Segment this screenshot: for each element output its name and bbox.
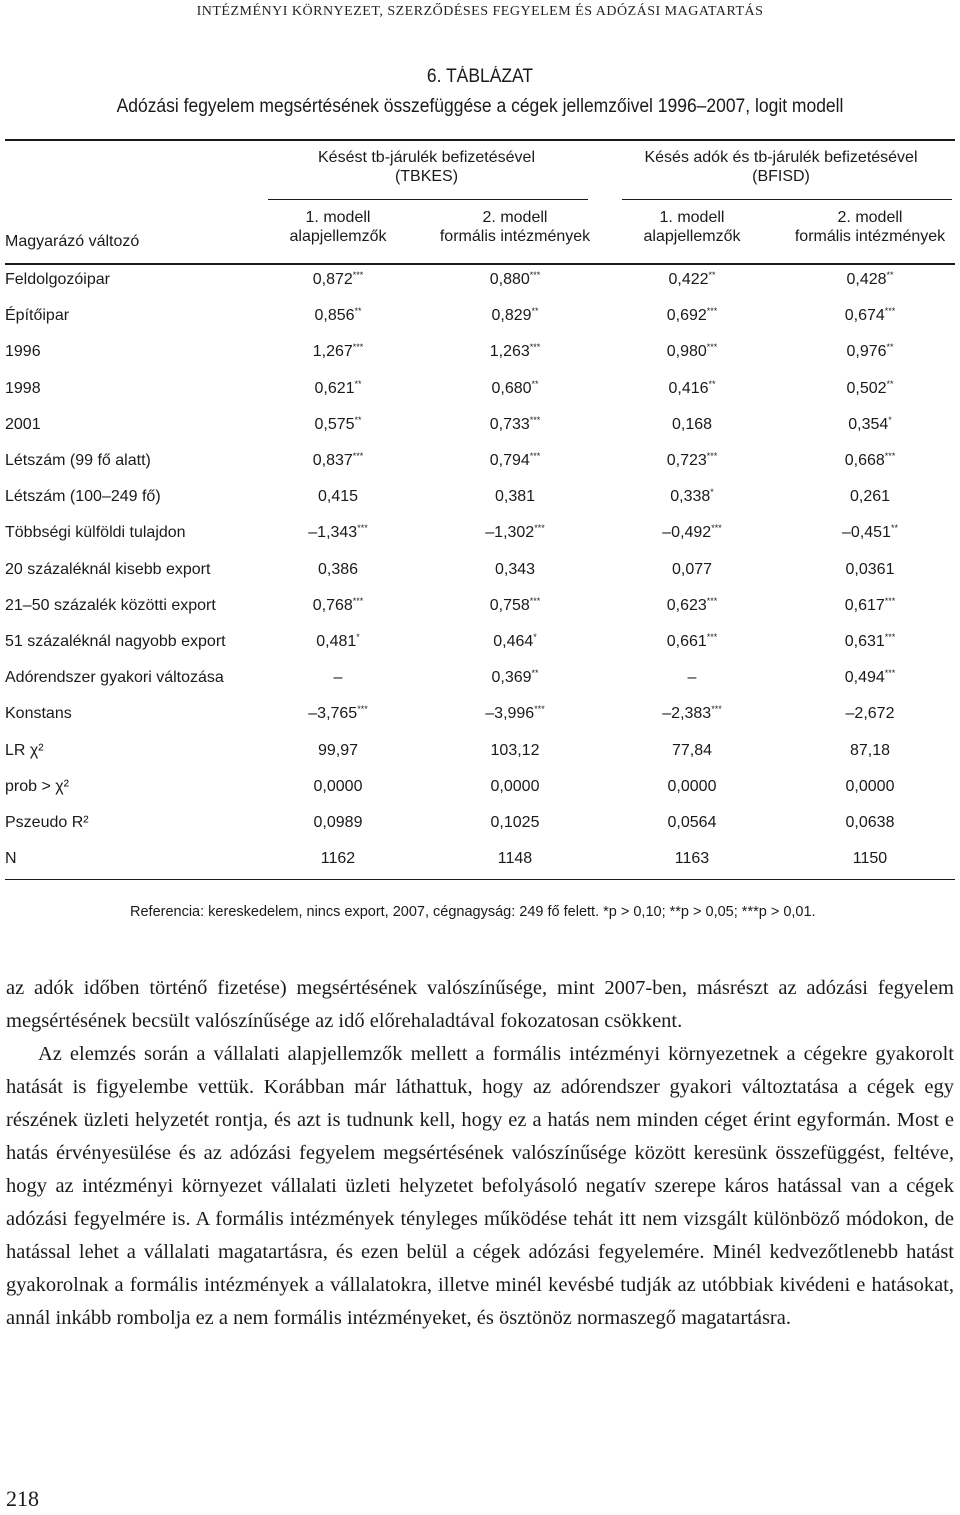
row-label: 1998 xyxy=(5,379,41,397)
table-row xyxy=(0,842,960,878)
table-footnote: Referencia: kereskedelem, nincs export, 2007, cégnagyság: 249 fő felett. *p > 0,10; **p > 0,05; ***p > 0,01. xyxy=(130,904,816,920)
coefficient-value: 0,674 xyxy=(844,307,885,325)
coefficient-value: 0,794 xyxy=(489,452,530,469)
significance-marker: ** xyxy=(354,306,362,317)
coefficient-value: 0,837 xyxy=(312,452,353,469)
coefficient-cell xyxy=(612,561,772,579)
coefficient-cell xyxy=(612,778,772,796)
coefficient-value: 0,464 xyxy=(493,633,534,650)
coefficient-value: 0,077 xyxy=(671,560,713,578)
body-paragraph: Az elemzés során a vállalati alapjellemzők mellett a formális intézményi környezetnek a cégekre gyakorolt hatását is figyelembe vettük. Korábban már láthattuk, hogy az adórendszer gyakori változtatása a cégek egy részének üzleti helyzetét rontja, és azt is tudnunk kell, hogy ez a hatás nem minden céget érint egyformán. Most e hatás érvényesülése és az adózási fegyelem megsértésének valószínűsége között keresünk összefüggést, feltéve, hogy az intézményi környezet vállalati üzleti helyzetet befolyásoló negatív szerepe káros hatással van a cégek adózási fegyelmére is. A formális intézmények tényleges működése tehát itt nem vizsgált különböző módokon, de hatással lehet a vállalati magatartásra, és ezen belül a cégek adózási fegyelemére. Minél kedvezőtlenebb hatást gyakorolnak a formális intézmények a vállalatokra, illetve minél kevésbé tudják az utóbbiak kivédeni e hatásokat, annál inkább rombolja ez a nem formális intézményeket, és ösztönöz normaszegő magatartásra. xyxy=(6,1043,954,1329)
model-header-2-line2: formális intézmények xyxy=(439,228,591,245)
coefficient-value: –2,383 xyxy=(662,705,712,723)
group-header-tbkes xyxy=(258,148,595,186)
coefficient-cell xyxy=(790,850,950,868)
coefficient-cell xyxy=(258,416,418,434)
coefficient-value: 0,338 xyxy=(670,488,711,506)
model-header-4 xyxy=(790,208,950,246)
coefficient-cell xyxy=(435,742,595,760)
coefficient-cell xyxy=(612,850,772,868)
coefficient-cell xyxy=(790,271,950,289)
coefficient-value: 0,494 xyxy=(844,669,885,687)
coefficient-value: 0,261 xyxy=(849,488,891,506)
coefficient-value: 0,980 xyxy=(666,343,707,361)
significance-marker: * xyxy=(533,632,537,642)
coefficient-value: 0,428 xyxy=(846,271,887,288)
coefficient-value: 0,343 xyxy=(494,560,536,578)
model-header-3-line1: 1. modell xyxy=(659,209,725,226)
coefficient-cell xyxy=(612,814,772,832)
table-row xyxy=(0,444,960,480)
significance-marker: *** xyxy=(706,595,718,606)
coefficient-cell xyxy=(435,814,595,832)
coefficient-cell xyxy=(435,307,595,325)
coefficient-value: – xyxy=(687,669,697,687)
significance-marker: *** xyxy=(352,451,364,461)
table-row xyxy=(0,734,960,770)
coefficient-cell xyxy=(435,561,595,579)
coefficient-cell xyxy=(790,561,950,579)
coefficient-cell xyxy=(435,705,595,723)
coefficient-value: 0,354 xyxy=(848,415,889,433)
coefficient-cell xyxy=(258,488,418,506)
coefficient-cell xyxy=(435,524,595,542)
coefficient-value: 1163 xyxy=(674,850,710,868)
significance-marker: *** xyxy=(534,523,545,534)
coefficient-value: 0,575 xyxy=(314,415,355,433)
significance-marker: ** xyxy=(354,414,362,425)
significance-marker: *** xyxy=(357,704,368,715)
coefficient-cell xyxy=(612,488,772,506)
coefficient-cell xyxy=(435,271,595,289)
significance-marker: ** xyxy=(886,270,894,280)
group-header-bfisd-line2: (BFISD) xyxy=(752,168,810,185)
significance-marker: *** xyxy=(357,523,368,534)
coefficient-cell xyxy=(435,416,595,434)
coefficient-cell xyxy=(435,452,595,470)
coefficient-value: 1162 xyxy=(320,850,356,868)
significance-marker: *** xyxy=(884,632,896,642)
coefficient-cell xyxy=(790,778,950,796)
table-row xyxy=(0,408,960,444)
table-row xyxy=(0,335,960,371)
coefficient-value: 0,661 xyxy=(666,633,707,650)
coefficient-value: 0,976 xyxy=(846,343,887,361)
coefficient-value: 0,0000 xyxy=(667,777,717,795)
significance-marker: *** xyxy=(529,342,541,353)
coefficient-cell xyxy=(790,814,950,832)
coefficient-value: 0,680 xyxy=(491,379,532,397)
coefficient-value: – xyxy=(333,669,343,687)
coefficient-value: 0,768 xyxy=(312,596,353,614)
coefficient-value: 0,856 xyxy=(314,307,355,325)
significance-marker: *** xyxy=(352,342,364,353)
significance-marker: ** xyxy=(708,270,716,280)
significance-marker: *** xyxy=(529,414,541,425)
coefficient-value: 0,415 xyxy=(317,488,359,506)
coefficient-cell xyxy=(612,307,772,325)
coefficient-cell xyxy=(258,778,418,796)
coefficient-value: –1,302 xyxy=(485,524,535,542)
table-row xyxy=(0,661,960,697)
coefficient-cell xyxy=(790,669,950,687)
row-label: LR χ² xyxy=(5,741,44,759)
coefficient-value: 0,502 xyxy=(846,379,887,397)
significance-marker: *** xyxy=(706,342,718,353)
coefficient-value: 0,621 xyxy=(314,379,355,397)
coefficient-value: 0,733 xyxy=(489,415,530,433)
coefficient-value: 0,880 xyxy=(489,271,530,288)
significance-marker: ** xyxy=(886,378,894,389)
coefficient-cell xyxy=(790,742,950,760)
significance-marker: *** xyxy=(706,306,718,317)
coefficient-cell xyxy=(258,307,418,325)
significance-marker: * xyxy=(356,632,360,642)
coefficient-value: 1,267 xyxy=(312,343,353,361)
table-number: 6. TÁBLÁZAT xyxy=(426,66,534,87)
group-header-bfisd-line1: Késés adók és tb-járulék befizetésével xyxy=(644,149,918,166)
coefficient-value: 77,84 xyxy=(671,741,713,759)
coefficient-cell xyxy=(612,380,772,398)
coefficient-cell xyxy=(435,633,595,651)
body-paragraph: az adók időben történő fizetése) megsértésének valószínűsége, mint 2007-ben, másrészt az adózási fegyelem megsértésének becsült valószínűsége az idő előrehaladtával fokozatosan csökkent. xyxy=(6,977,954,1032)
group-underline-bfisd xyxy=(622,199,952,200)
row-label: Adórendszer gyakori változása xyxy=(5,669,224,687)
coefficient-cell xyxy=(612,597,772,615)
significance-marker: *** xyxy=(352,270,364,280)
coefficient-cell xyxy=(258,343,418,361)
table-top-rule xyxy=(5,139,955,141)
coefficient-cell xyxy=(790,633,950,651)
coefficient-cell xyxy=(612,669,772,687)
coefficient-value: 0,481 xyxy=(316,633,357,650)
table-row xyxy=(0,770,960,806)
coefficient-value: 0,0000 xyxy=(490,777,540,795)
table-title: Adózási fegyelem megsértésének összefüggése a cégek jellemzőivel 1996–2007, logit modell xyxy=(116,96,844,117)
variable-column-header: Magyarázó változó xyxy=(5,233,140,250)
coefficient-cell xyxy=(435,380,595,398)
coefficient-value: 0,0638 xyxy=(845,814,895,831)
coefficient-cell xyxy=(435,850,595,868)
coefficient-value: 0,758 xyxy=(489,596,530,614)
coefficient-cell xyxy=(612,633,772,651)
coefficient-value: –3,996 xyxy=(485,705,535,723)
significance-marker: ** xyxy=(531,668,539,679)
coefficient-value: 99,97 xyxy=(317,741,359,759)
table-row xyxy=(0,299,960,335)
coefficient-cell xyxy=(612,524,772,542)
table-row xyxy=(0,553,960,589)
coefficient-cell xyxy=(258,561,418,579)
row-label: 21–50 százalék közötti export xyxy=(5,596,216,614)
coefficient-cell xyxy=(258,524,418,542)
group-header-bfisd xyxy=(612,148,950,186)
coefficient-cell xyxy=(258,452,418,470)
coefficient-cell xyxy=(435,669,595,687)
significance-marker: *** xyxy=(884,451,896,461)
table-row xyxy=(0,516,960,552)
row-label: Feldolgozóipar xyxy=(5,271,110,288)
significance-marker: ** xyxy=(886,342,894,353)
coefficient-cell xyxy=(790,524,950,542)
row-label: Építőipar xyxy=(5,307,70,325)
coefficient-cell xyxy=(790,380,950,398)
coefficient-cell xyxy=(435,778,595,796)
coefficient-value: 0,0361 xyxy=(845,560,895,578)
significance-marker: *** xyxy=(529,595,541,606)
group-header-tbkes-line2: (TBKES) xyxy=(394,168,459,185)
coefficient-value: 1,263 xyxy=(489,343,530,361)
significance-marker: *** xyxy=(706,451,718,461)
coefficient-cell xyxy=(612,705,772,723)
coefficient-cell xyxy=(790,705,950,723)
coefficient-cell xyxy=(612,742,772,760)
significance-marker: *** xyxy=(534,704,545,715)
coefficient-value: 0,617 xyxy=(844,596,885,614)
table-bottom-rule xyxy=(5,879,955,880)
table-row xyxy=(0,697,960,733)
coefficient-cell xyxy=(435,488,595,506)
coefficient-value: 0,872 xyxy=(312,271,353,288)
coefficient-value: 1150 xyxy=(852,850,888,868)
group-underline-tbkes xyxy=(268,199,588,200)
row-label: 20 százaléknál kisebb export xyxy=(5,560,211,578)
coefficient-cell xyxy=(258,850,418,868)
model-header-1-line2: alapjellemzők xyxy=(289,228,387,245)
row-label: Többségi külföldi tulajdon xyxy=(5,524,186,542)
table-row xyxy=(0,625,960,661)
model-header-4-line1: 2. modell xyxy=(837,209,903,226)
coefficient-cell xyxy=(790,307,950,325)
model-header-1-line1: 1. modell xyxy=(305,209,371,226)
coefficient-value: 103,12 xyxy=(490,741,540,759)
coefficient-cell xyxy=(258,271,418,289)
coefficient-cell xyxy=(612,343,772,361)
coefficient-value: 0,692 xyxy=(666,307,707,325)
coefficient-cell xyxy=(790,488,950,506)
table-row xyxy=(0,589,960,625)
coefficient-value: 0,1025 xyxy=(490,814,540,831)
coefficient-value: –3,765 xyxy=(308,705,358,723)
significance-marker: *** xyxy=(706,632,718,642)
coefficient-value: 0,0989 xyxy=(313,814,363,831)
significance-marker: ** xyxy=(354,378,362,389)
coefficient-cell xyxy=(790,343,950,361)
significance-marker: ** xyxy=(890,523,898,534)
coefficient-value: 1148 xyxy=(497,850,533,868)
coefficient-value: 0,0000 xyxy=(845,777,895,795)
body-text xyxy=(6,972,954,1335)
significance-marker: *** xyxy=(884,595,896,606)
row-label: Pszeudo R² xyxy=(5,814,89,831)
row-label: Létszám (100–249 fő) xyxy=(5,488,161,506)
row-label: 2001 xyxy=(5,415,41,433)
coefficient-cell xyxy=(258,742,418,760)
significance-marker: ** xyxy=(531,378,539,389)
coefficient-cell xyxy=(612,452,772,470)
coefficient-value: 0,386 xyxy=(317,560,359,578)
coefficient-value: 0,0000 xyxy=(313,777,363,795)
coefficient-value: 0,631 xyxy=(844,633,885,650)
coefficient-value: 0,623 xyxy=(666,596,707,614)
coefficient-value: 0,168 xyxy=(671,415,713,433)
coefficient-value: 0,0564 xyxy=(667,814,717,831)
row-label: 1996 xyxy=(5,343,41,361)
model-header-2-line1: 2. modell xyxy=(482,209,548,226)
row-label: Létszám (99 fő alatt) xyxy=(5,452,151,469)
model-header-4-line2: formális intézmények xyxy=(794,228,946,245)
significance-marker: *** xyxy=(529,270,541,280)
coefficient-cell xyxy=(435,343,595,361)
coefficient-value: 0,381 xyxy=(494,488,536,506)
coefficient-cell xyxy=(790,452,950,470)
model-header-3-line2: alapjellemzők xyxy=(643,228,741,245)
coefficient-cell xyxy=(790,597,950,615)
coefficient-value: –1,343 xyxy=(308,524,358,542)
coefficient-value: 0,829 xyxy=(491,307,532,325)
significance-marker: *** xyxy=(711,523,722,534)
coefficient-cell xyxy=(258,814,418,832)
coefficient-cell xyxy=(790,416,950,434)
significance-marker: ** xyxy=(708,378,716,389)
row-label: 51 százaléknál nagyobb export xyxy=(5,633,226,650)
row-label: prob > χ² xyxy=(5,777,69,795)
significance-marker: *** xyxy=(352,595,364,606)
coefficient-cell xyxy=(612,416,772,434)
significance-marker: *** xyxy=(711,704,722,715)
coefficient-value: 0,668 xyxy=(844,452,885,469)
table-row xyxy=(0,806,960,842)
significance-marker: *** xyxy=(884,306,896,317)
coefficient-value: –0,492 xyxy=(662,524,712,542)
coefficient-value: –2,672 xyxy=(845,705,895,723)
significance-marker: * xyxy=(888,414,892,425)
coefficient-value: 0,416 xyxy=(668,379,709,397)
table-row xyxy=(0,263,960,299)
table-row xyxy=(0,480,960,516)
significance-marker: *** xyxy=(884,668,896,679)
model-header-2 xyxy=(435,208,595,246)
coefficient-value: 0,422 xyxy=(668,271,709,288)
coefficient-value: –0,451 xyxy=(842,524,891,542)
significance-marker: * xyxy=(710,487,714,498)
coefficient-cell xyxy=(258,380,418,398)
coefficient-value: 0,369 xyxy=(491,669,532,687)
coefficient-cell xyxy=(258,705,418,723)
model-header-3 xyxy=(612,208,772,246)
coefficient-cell xyxy=(258,669,418,687)
coefficient-cell xyxy=(435,597,595,615)
coefficient-cell xyxy=(258,597,418,615)
model-header-1 xyxy=(258,208,418,246)
page-number: 218 xyxy=(6,1486,39,1511)
significance-marker: *** xyxy=(529,451,541,461)
row-label: Konstans xyxy=(5,705,72,723)
coefficient-value: 87,18 xyxy=(849,741,891,759)
coefficient-value: 0,723 xyxy=(666,452,707,469)
significance-marker: ** xyxy=(531,306,539,317)
running-head: INTÉZMÉNYI KÖRNYEZET, SZERZŐDÉSES FEGYELEM ÉS ADÓZÁSI MAGATARTÁS xyxy=(196,4,764,19)
coefficient-cell xyxy=(612,271,772,289)
table-row xyxy=(0,372,960,408)
group-header-tbkes-line1: Késést tb-járulék befizetésével xyxy=(318,149,535,166)
row-label: N xyxy=(5,850,17,868)
coefficient-cell xyxy=(258,633,418,651)
